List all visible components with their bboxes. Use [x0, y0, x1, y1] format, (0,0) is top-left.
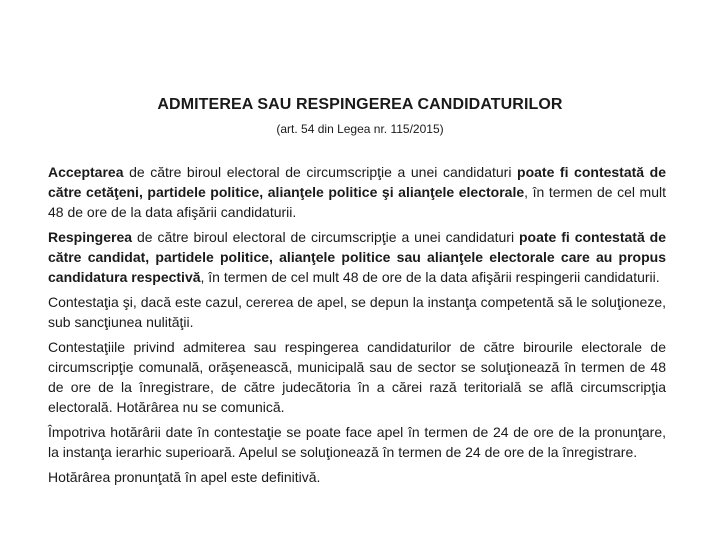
paragraph-rejection-run: Respingerea [48, 229, 133, 245]
paragraph-appeal [48, 422, 666, 462]
paragraph-rejection-run: de către biroul electoral de circumscripţie a unei candidaturi [132, 229, 519, 245]
paragraph-filing [48, 292, 666, 332]
paragraph-acceptance-run: de către biroul electoral de circumscripţie a unei candidaturi [123, 164, 518, 180]
paragraph-acceptance [48, 162, 666, 222]
paragraph-rejection-run: poate fi contestată de către candidat, partidele politice, alianţele politice sau alianţele electorale care au propus candidatura respectivă [48, 229, 666, 285]
document-body [48, 162, 666, 492]
paragraph-filing-run: Contestaţia şi, dacă este cazul, cererea de apel, se depun la instanţa competentă să le soluţioneze, sub sancţiunea nulităţii. [48, 294, 666, 330]
paragraph-rejection [48, 227, 666, 287]
page-title: ADMITEREA SAU RESPINGEREA CANDIDATURILOR [157, 96, 563, 113]
paragraph-acceptance-run: Acceptarea [48, 164, 124, 180]
paragraph-acceptance-run: , în termen de cel mult 48 de ore de la data afişării candidaturii. [48, 184, 666, 220]
paragraph-final [48, 467, 666, 487]
paragraph-acceptance-run: poate fi contestată de către cetăţeni, partidele politice, alianţele politice şi alianţele electorale [48, 164, 666, 200]
page-subtitle: (art. 54 din Legea nr. 115/2015) [276, 122, 444, 136]
paragraph-appeal-run: Împotriva hotărârii date în contestaţie se poate face apel în termen de 24 de ore de la pronunţare, la instanţa ierarhic superioară. Apelul se soluţionează în termen de 24 de ore de la înregistrare. [48, 424, 666, 460]
paragraph-rejection-run: , în termen de cel mult 48 de ore de la data afişării respingerii candidaturii. [200, 269, 660, 285]
paragraph-final-run: Hotărârea pronunţată în apel este definitivă. [48, 469, 321, 485]
paragraph-resolution [48, 337, 666, 417]
paragraph-resolution-run: Contestaţiile privind admiterea sau respingerea candidaturilor de către birourile electorale de circumscripţie comunală, orăşenească, municipală sau de sector se soluţionează în termen de 48 de ore de la înregistrare, de către judecătoria în a cărei rază teritorială se află circumscripţia electorală. Hotărârea nu se comunică. [48, 339, 666, 415]
